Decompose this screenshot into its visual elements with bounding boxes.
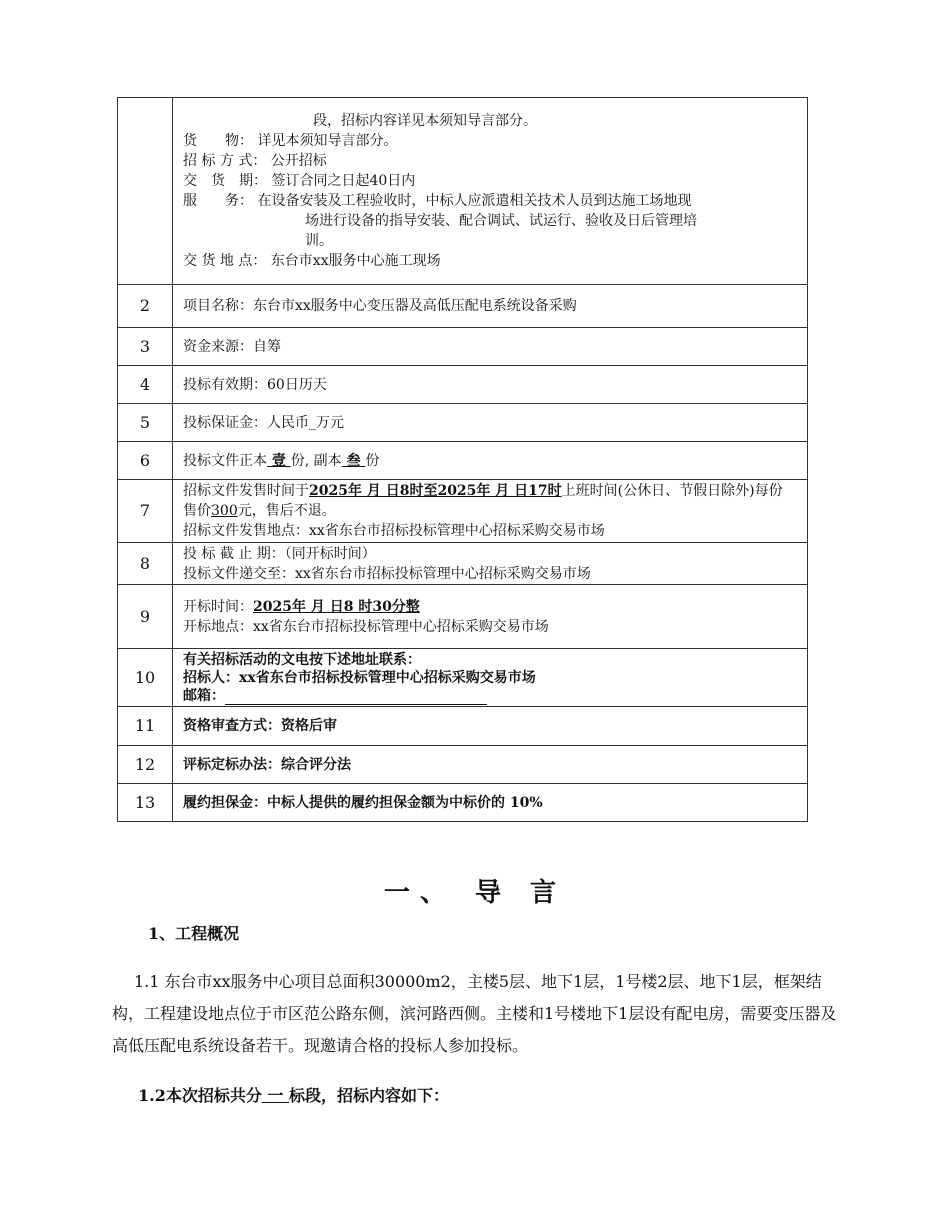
row-content bbox=[173, 98, 808, 285]
row-content bbox=[173, 543, 808, 585]
lot-count: 一 bbox=[261, 1086, 289, 1105]
opening-time: 2025年 月 日8 时30分整 bbox=[253, 598, 420, 615]
text-line: 交 货 期： 签订合同之日起40日内 bbox=[183, 173, 416, 189]
paragraph-lots bbox=[138, 1080, 866, 1112]
table-row bbox=[118, 366, 808, 404]
table-row bbox=[118, 480, 808, 543]
row-content: 投标保证金：人民币_万元 bbox=[173, 404, 808, 442]
text: 邮箱： bbox=[183, 687, 225, 704]
row-number: 9 bbox=[118, 585, 173, 649]
row-number: 12 bbox=[118, 746, 173, 784]
row-content: 投标有效期：60日历天 bbox=[173, 366, 808, 404]
row-number: 4 bbox=[118, 366, 173, 404]
text-line: 服 务： 在设备安装及工程验收时，中标人应派遣相关技术人员到达施工场地现 bbox=[183, 193, 692, 209]
paragraph-overview: 1.1 东台市xx服务中心项目总面积30000m2，主楼5层、地下1层，1号楼2层、地下1层，框架结构，工程建设地点位于市区范公路东侧，滨河路西侧。主楼和1号楼地下1层设有配电房，需要变压器及高低压配电系统设备若干。现邀请合格的投标人参加投标。 bbox=[112, 972, 837, 1055]
row-number: 10 bbox=[118, 649, 173, 707]
text-line: 投标文件递交至：xx省东台市招标投标管理中心招标采购交易市场 bbox=[183, 565, 591, 582]
row-content: 项目名称：东台市xx服务中心变压器及高低压配电系统设备采购 bbox=[173, 285, 808, 328]
text: 元，售后不退。 bbox=[237, 503, 336, 519]
text: 1.2本次招标共分 bbox=[138, 1086, 262, 1105]
sale-time: 2025年 月 日8时至2025年 月 日17时 bbox=[309, 483, 562, 499]
text-line: 开标地点：xx省东台市招标投标管理中心招标采购交易市场 bbox=[183, 618, 549, 635]
subsection-heading: 1、工程概况 bbox=[148, 924, 240, 943]
text-line: 交 货 地 点： 东台市xx服务中心施工现场 bbox=[183, 253, 441, 269]
copies-original: 壹 bbox=[267, 452, 291, 469]
row-content bbox=[173, 480, 808, 543]
row-number: 5 bbox=[118, 404, 173, 442]
row-number: 6 bbox=[118, 442, 173, 480]
text: 标段，招标内容如下： bbox=[289, 1086, 450, 1105]
row-content: 履约担保金：中标人提供的履约担保金额为中标价的 10% bbox=[173, 784, 808, 822]
table-row bbox=[118, 585, 808, 649]
text: 开标时间： bbox=[183, 598, 253, 615]
text: 上班时间(公休日、节假日除外)每份售价 bbox=[183, 483, 783, 519]
row-content: 资格审查方式：资格后审 bbox=[173, 707, 808, 746]
text-line: 招标人：xx省东台市招标投标管理中心招标采购交易市场 bbox=[183, 669, 536, 686]
email-blank bbox=[225, 690, 487, 705]
row-number: 11 bbox=[118, 707, 173, 746]
text-line: 货 物： 详见本须知导言部分。 bbox=[183, 133, 398, 149]
row-content bbox=[173, 585, 808, 649]
row-content: 评标定标办法：综合评分法 bbox=[173, 746, 808, 784]
text-line: 招 标 方 式： 公开招标 bbox=[183, 153, 327, 169]
table-row bbox=[118, 442, 808, 480]
text-line: 段，招标内容详见本须知导言部分。 bbox=[313, 113, 537, 129]
text-line: 训。 bbox=[305, 233, 333, 249]
text-line: 有关招标活动的文电按下述地址联系： bbox=[183, 651, 421, 668]
table-row bbox=[118, 649, 808, 707]
table-row bbox=[118, 404, 808, 442]
text-line: 投 标 截 止 期：（同开标时间） bbox=[183, 545, 376, 562]
row-number: 3 bbox=[118, 328, 173, 366]
copies-duplicate: 叁 bbox=[341, 452, 366, 469]
row-number: 8 bbox=[118, 543, 173, 585]
row-content bbox=[173, 649, 808, 707]
table-row bbox=[118, 746, 808, 784]
text: 投标文件正本 bbox=[183, 452, 267, 469]
row-number: 7 bbox=[118, 480, 173, 543]
text: 份 bbox=[365, 452, 380, 469]
row-content: 资金来源：自筹 bbox=[173, 328, 808, 366]
row-content bbox=[173, 442, 808, 480]
table-row bbox=[118, 784, 808, 822]
row-number bbox=[118, 98, 173, 285]
table-row bbox=[118, 707, 808, 746]
table-row bbox=[118, 285, 808, 328]
price: 300 bbox=[211, 503, 238, 519]
table-row bbox=[118, 98, 808, 285]
row-number: 13 bbox=[118, 784, 173, 822]
text: 份, 副本 bbox=[290, 452, 342, 469]
text: 招标文件发售时间于 bbox=[183, 483, 309, 499]
bidding-info-table bbox=[117, 97, 808, 822]
section-title: 一、 导 言 bbox=[383, 878, 567, 908]
row-number: 2 bbox=[118, 285, 173, 328]
table-row bbox=[118, 543, 808, 585]
text-line: 场进行设备的指导安装、配合调试、试运行、验收及日后管理培 bbox=[305, 213, 697, 229]
table-row bbox=[118, 328, 808, 366]
text-line: 招标文件发售地点：xx省东台市招标投标管理中心招标采购交易市场 bbox=[183, 523, 605, 539]
